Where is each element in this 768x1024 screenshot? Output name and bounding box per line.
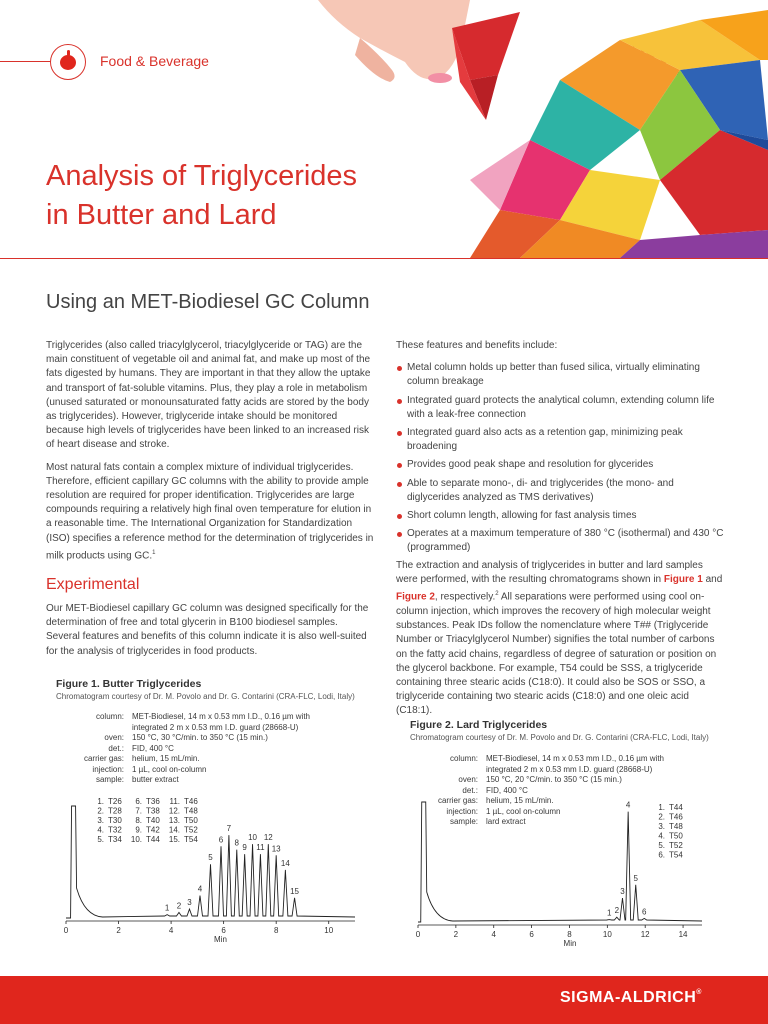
peak-id-name: T52 [184,825,198,835]
peak-label: 15 [290,886,300,896]
peak-id-name: T28 [108,806,122,816]
peak-label: 6 [218,835,224,845]
peak-id-number: 5. [97,835,104,844]
peak-id-name: T40 [146,816,160,825]
peak-id-name: T44 [146,835,160,844]
list-item: Operates at a maximum temperature of 380 °C (isothermal) and 430 °C (programmed) [396,527,724,555]
x-tick-label: 0 [63,926,69,935]
peak-id-name: T46 [669,812,683,822]
peak-id-name: T48 [669,822,683,831]
peak-id-name: T48 [184,806,198,816]
title-rule [0,258,768,259]
experimental-heading: Experimental [46,576,140,593]
peak-id-name: T52 [669,841,683,850]
results-paragraph: The extraction and analysis of triglycerides in butter and lard samples were performed, with the resulting chromatograms shown in Figure 1 and Figure 2, respectively.$^2$ All separations were performed using cool on-column injection, which improves the recovery of high molecular weight substances. Peak IDs follow the nomenclature where T## (Triglyceride Number or Triacylglycerol Number) signifies the total number of carbons on the fatty acid chains, regardless of degree of saturation or position on the glycerol backbone. For example, T54 could be SSS, a triglyceride containing three stearic acids (C18:0). It could also be SOS or SSO, a triglyceride containing two stearic acids (C18:0) and one oleic acid (C18:1). [396,560,723,717]
peak-id-name: T50 [669,831,683,841]
x-tick-label: 4 [491,930,496,939]
peak-label: 10 [248,833,257,843]
peak-label: 2 [176,901,182,911]
figure2-courtesy: Chromatogram courtesy of Dr. M. Povolo and Dr. G. Contarini (CRA-FLC, Lodi, Italy) [410,733,709,742]
peak-label: 6 [642,907,647,917]
list-item: Integrated guard also acts as a retention gap, minimizing peak broadening [396,426,724,454]
peak-label: 4 [197,884,203,894]
list-item: Able to separate mono-, di- and triglycerides (the mono- and diglycerides analyzed as TMS derivatives) [396,477,724,505]
peak-label: 1 [164,903,170,913]
figure2-header [410,719,730,742]
peak-id-number: 4. [658,831,665,841]
x-axis-label: Min [563,939,577,948]
peak-label: 3 [187,898,192,908]
page-subtitle: Using an MET-Biodiesel GC Column [46,291,370,313]
fats-paragraph: Most natural fats contain a complex mixture of individual triglycerides. Therefore, efficient capillary GC columns with the ability to provide ample resolution are required for proper identification. Triglycerides are large compounds requiring a relatively high final oven temperature for elution in a reasonable time. The International Organization for Standardization (ISO) specifies a reference method for the determination of triglycerides in milk products using GC.$^1$ [46,461,374,562]
intro-text [46,339,374,571]
figure1-conditions: column: MET-Biodiesel, 14 m x 0.53 mm I.D., 0.16 µm with integrated 2 m x 0.53 mm I.D. guard (28668-U) oven: 150 °C, 30 °C/min. to 350 °C (15 min.) det.: FID, 400 °C carrier gas: helium, 15 mL/min. injection: 1 µL, cool on-column sample: butter extract [83,712,310,784]
peak-label: 3 [620,887,625,896]
list-item: Short column length, allowing for fast analysis times [396,509,724,523]
peak-id-number: 11. [169,797,180,806]
experimental-text [46,602,374,667]
x-tick-label: 10 [324,926,334,935]
figure1-chromatogram [50,790,370,950]
x-tick-label: 8 [567,930,572,939]
peak-id-name: T50 [184,816,198,825]
x-tick-label: 2 [453,930,459,939]
peak-label: 5 [633,873,638,883]
peak-label: 5 [208,853,213,863]
peak-label: 1 [607,908,612,918]
peak-id-name: T30 [108,816,122,825]
features-list [396,361,724,555]
x-tick-label: 0 [415,930,421,939]
x-tick-label: 12 [640,930,650,939]
peak-label: 13 [271,844,281,854]
peak-id-number: 2. [658,812,665,822]
x-tick-label: 8 [273,926,279,935]
figure2-conditions: column: MET-Biodiesel, 14 m x 0.53 mm I.D., 0.16 µm with integrated 2 m x 0.53 mm I.D. guard (28668-U) oven: 150 °C, 20 °C/min. to 350 °C (15 min.) det.: FID, 400 °C carrier gas: helium, 15 mL/min. injection: 1 µL, cool on-column sample: lard extract [437,754,664,826]
peak-id-number: 1. [658,803,665,812]
peak-label: 14 [280,858,290,868]
features-intro: These features and benefits include: [396,340,558,351]
peak-id-name: T44 [669,803,683,812]
peak-id-name: T26 [108,797,122,806]
x-tick-label: 6 [529,930,534,939]
peak-id-name: T38 [146,806,160,816]
features-text [396,339,724,560]
sigma-aldrich-logo: SIGMA-ALDRICH® [560,989,702,1006]
peak-id-name: T46 [184,797,198,806]
list-item: Integrated guard protects the analytical column, extending column life with a leak-free connection [396,394,724,422]
figure1-title: Figure 1. Butter Triglycerides [56,678,202,690]
peak-id-name: T54 [184,835,198,844]
list-item: Provides good peak shape and resolution for glycerides [396,458,724,472]
peak-label: 7 [226,824,232,834]
peak-id-name: T32 [108,825,122,835]
peak-id-number: 9. [135,825,142,835]
x-tick-label: 2 [116,926,121,935]
peak-label: 9 [242,843,247,853]
intro-paragraph: Triglycerides (also called triacylglycerol, triacylglyceride or TAG) are the main constituent of vegetable oil and animal fat, and make up most of the fats digested by humans. They are important in that they allow the uptake and transport of fat-soluble vitamins. Plus, they play a role in metabolism (unused saturated or monounsaturated fatty acids are stored by the body as triglycerides). However, triglyceride intake should be monitored because high levels of triglycerides have been linked to an increased risk of heart disease and stroke. [46,340,371,451]
peak-id-number: 15. [168,835,180,844]
peak-label: 8 [234,838,239,848]
peak-id-number: 3. [97,816,104,825]
figure1-courtesy: Chromatogram courtesy of Dr. M. Povolo and Dr. G. Contarini (CRA-FLC, Lodi, Italy) [56,692,355,701]
peak-id-name: T54 [669,850,683,860]
experimental-paragraph: Our MET-Biodiesel capillary GC column was designed specifically for the determination of free and total glycerin in B100 biodiesel samples. Several features and benefits of this column indicate it is also well-suited for the analysis of triglycerides in food products. [46,603,369,657]
peak-id-number: 1. [97,797,104,806]
figure2-chromatogram [406,792,706,960]
peak-id-name: T34 [108,835,122,844]
x-axis-label: Min [214,935,227,944]
peak-label: 12 [263,833,273,843]
peak-id-number: 5. [658,841,665,850]
figure1-header [56,678,376,701]
peak-id-number: 7. [135,806,142,816]
peak-id-number: 2. [97,806,104,816]
peak-id-number: 8. [135,816,142,825]
peak-id-number: 13. [168,816,180,825]
peak-id-number: 14. [168,825,180,835]
results-text [396,559,726,727]
peak-id-number: 12. [168,806,180,816]
page-title: Analysis of Triglycerides in Butter and Lard [46,160,358,231]
peak-id-number: 6. [135,797,142,806]
peak-label: 4 [625,800,631,810]
peak-id-name: T42 [146,825,160,835]
x-tick-label: 4 [168,926,174,935]
x-tick-label: 6 [221,926,226,935]
figure2-title: Figure 2. Lard Triglycerides [410,719,548,731]
list-item: Metal column holds up better than fused silica, virtually eliminating column breakage [396,361,724,389]
peak-label: 2 [614,906,620,916]
x-tick-label: 14 [678,930,688,939]
peak-id-number: 4. [97,825,104,835]
category-label: Food & Beverage [100,53,209,69]
peak-id-number: 6. [658,850,665,860]
peak-id-name: T36 [146,797,160,806]
x-tick-label: 10 [602,930,612,939]
peak-id-number: 10. [130,835,142,844]
peak-id-number: 3. [658,822,665,831]
peak-label: 11 [256,843,265,853]
